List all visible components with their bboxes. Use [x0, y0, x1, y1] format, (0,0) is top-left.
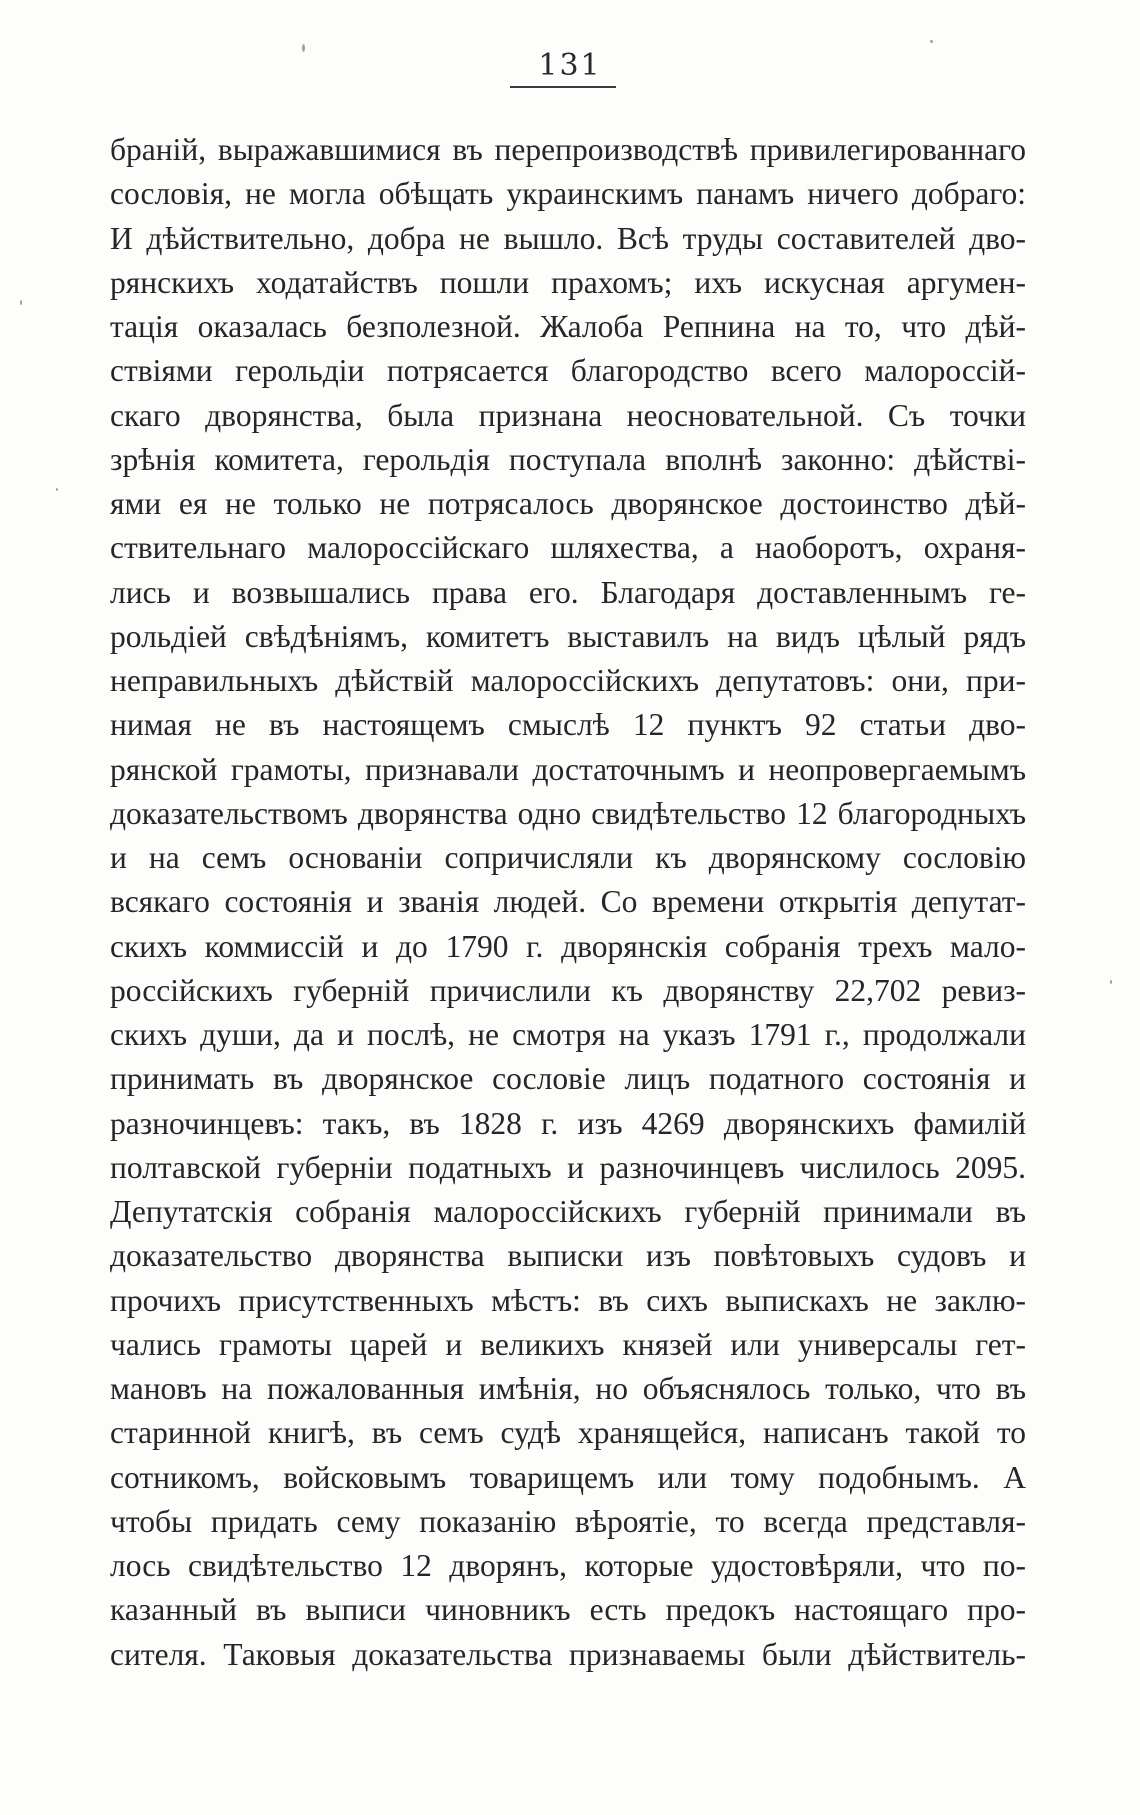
text-line: доказательство дворянства выписки изъ повѣтовыхъ судовъ и: [110, 1238, 1026, 1274]
text-line: неправильныхъ дѣйствій малороссійскихъ депутатовъ: они, при-: [110, 663, 1026, 698]
scan-speck: [930, 40, 933, 43]
text-line: доказательствомъ дворянства одно свидѣтельство 12 благородныхъ: [110, 795, 1026, 831]
text-line: скихъ души, да и послѣ, не смотря на указъ 1791 г., продолжали: [110, 1017, 1026, 1052]
text-line: полтавской губерніи податныхъ и разночинцевъ числилось 2095.: [110, 1149, 1026, 1185]
body-text: [110, 128, 1026, 1677]
text-line: скихъ коммиссій и до 1790 г. дворянскія собранія трехъ мало-: [110, 928, 1026, 964]
text-line: ями ея не только не потрясалось дворянское достоинство дѣй-: [110, 486, 1026, 521]
scan-speck: [1110, 980, 1112, 984]
page-number: 131: [538, 48, 602, 83]
text-line: ствительнаго малороссійскаго шляхества, а наоборотъ, охраня-: [110, 530, 1026, 566]
text-line: браній, выражавшимися въ перепроизводствѣ привилегированнаго: [110, 132, 1026, 167]
text-line: сословія, не могла обѣщать украинскимъ панамъ ничего добраго:: [110, 176, 1026, 212]
text-line: и на семъ основаніи сопричисляли къ дворянскому сословію: [110, 840, 1026, 875]
text-line: зрѣнія комитета, герольдія поступала вполнѣ законно: дѣйстві-: [110, 441, 1026, 477]
text-line: мановъ на пожалованныя имѣнія, но объяснялось только, что въ: [110, 1371, 1026, 1406]
text-line: разночинцевъ: такъ, въ 1828 г. изъ 4269 дворянскихъ фамилій: [110, 1105, 1026, 1141]
text-line: рольдіей свѣдѣніямъ, комитетъ выставилъ на видъ цѣлый рядъ: [110, 618, 1026, 654]
text-line: рянскихъ ходатайствъ пошли прахомъ; ихъ искусная аргумен-: [110, 264, 1026, 300]
text-line: старинной книгѣ, въ семъ судѣ хранящейся, написанъ такой то: [110, 1415, 1026, 1451]
text-line: лись и возвышались права его. Благодаря доставленнымъ ге-: [110, 574, 1026, 610]
scan-speck: [20, 300, 22, 305]
page-number-underline: [510, 86, 616, 88]
text-line: нимая не въ настоящемъ смыслѣ 12 пунктъ 92 статьи дво-: [110, 707, 1026, 743]
text-line: сителя. Таковыя доказательства признаваемы были дѣйствитель-: [110, 1636, 1026, 1672]
text-line: тація оказалась безполезной. Жалоба Репнина на то, что дѣй-: [110, 309, 1026, 344]
text-line: рянской грамоты, признавали достаточнымъ и неопровергаемымъ: [110, 751, 1026, 787]
text-line: прочихъ присутственныхъ мѣстъ: въ сихъ выпискахъ не заклю-: [110, 1282, 1026, 1318]
text-line: ствіями герольдіи потрясается благородство всего малороссій-: [110, 353, 1026, 389]
scan-speck: [56, 488, 58, 491]
scan-speck: [302, 44, 305, 52]
text-line: всякаго состоянія и званія людей. Со времени открытія депутат-: [110, 884, 1026, 920]
text-line: чались грамоты царей и великихъ князей или универсалы гет-: [110, 1326, 1026, 1362]
text-line: чтобы придать сему показанію вѣроятіе, то всегда представля-: [110, 1503, 1026, 1539]
text-line: россійскихъ губерній причислили къ дворянству 22,702 ревиз-: [110, 972, 1026, 1008]
text-line: принимать въ дворянское сословіе лицъ податного состоянія и: [110, 1061, 1026, 1097]
text-line: лось свидѣтельство 12 дворянъ, которые удостовѣряли, что по-: [110, 1548, 1026, 1583]
text-line: казанный въ выписи чиновникъ есть предокъ настоящаго про-: [110, 1592, 1026, 1628]
text-line: И дѣйствительно, добра не вышло. Всѣ труды составителей дво-: [110, 220, 1026, 256]
text-line: скаго дворянства, была признана неосновательной. Съ точки: [110, 397, 1026, 433]
text-line: Депутатскія собранія малороссійскихъ губерній принимали въ: [110, 1194, 1026, 1229]
text-line: сотникомъ, войсковымъ товарищемъ или тому подобнымъ. А: [110, 1459, 1026, 1495]
